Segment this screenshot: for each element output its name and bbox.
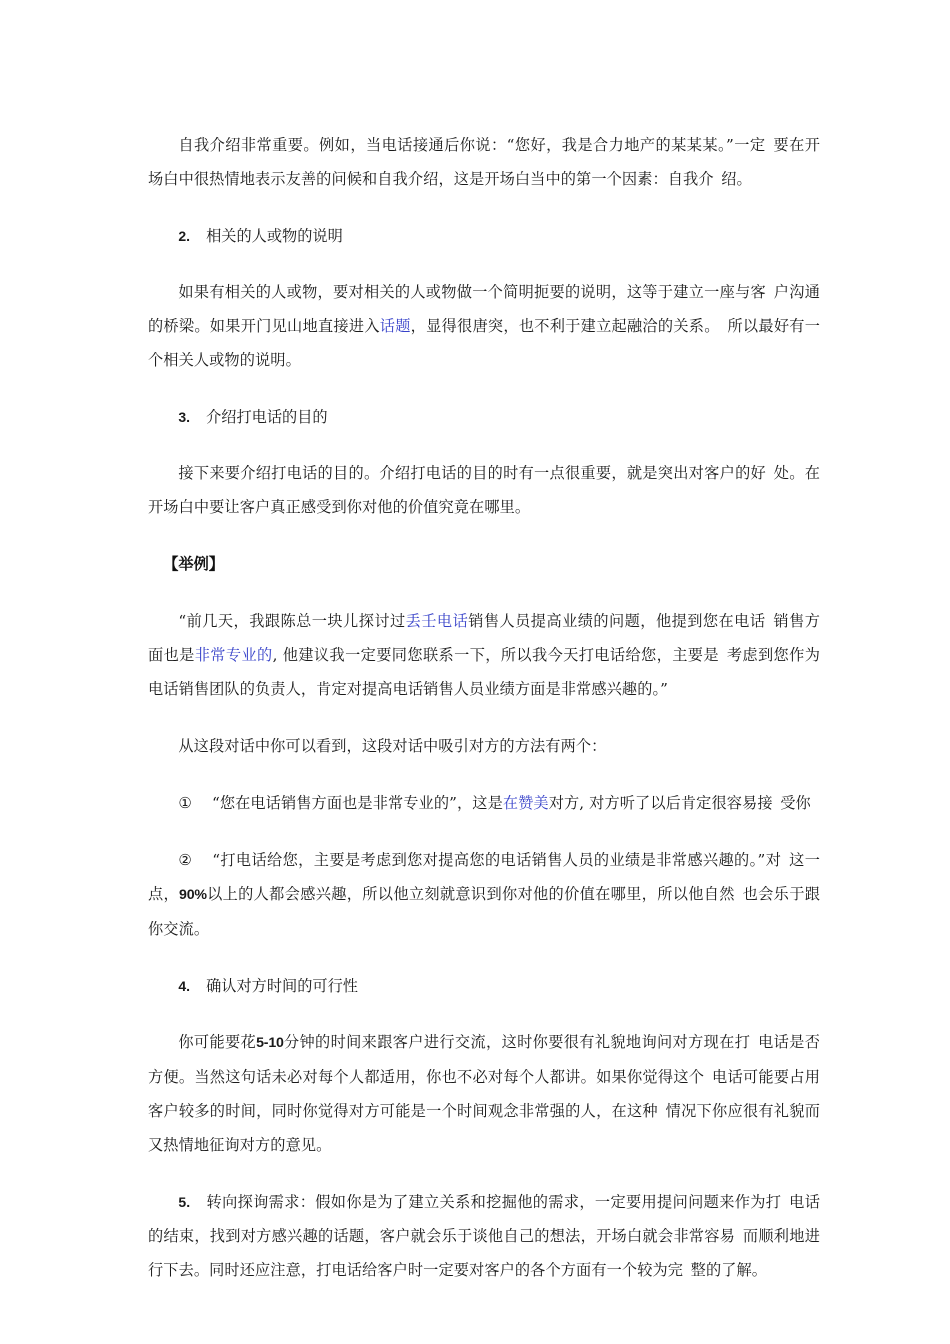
paragraph-call-purpose — [148, 456, 820, 524]
paragraph-text-part: ，显得很唐突，也不利于建立起融洽的关系。 — [410, 317, 720, 335]
paragraph-text-part: 而顺利地进行下去。同时还应注意，打电话给客户时一定要对客户的各个方面有一个较为完 — [148, 1227, 820, 1279]
paragraph-time-feasibility — [148, 1025, 820, 1162]
list-heading-label: 相关的人或物的说明 — [206, 227, 343, 245]
percentage-value: 90% — [179, 887, 207, 903]
example-label-text: 【举例】 — [163, 555, 224, 573]
list-heading-label: 确认对方时间的可行性 — [206, 977, 358, 995]
list-number: 5. — [178, 1194, 191, 1210]
paragraph-text-part: 自我介绍非常重要。例如，当电话接通后你说：“您好，我是合力地产的某某某。”一定 — [178, 136, 766, 154]
paragraph-text-part: “您在电话销售方面也是非常专业的”，这是 — [211, 794, 503, 812]
paragraph-text-part: 也会乐于跟你交流。 — [148, 885, 820, 938]
list-heading-label: 转向探询需求：假如你是为了建立关系和挖掘他的需求，一定要用提问问题来作为打 — [206, 1193, 782, 1211]
paragraph-bridge — [148, 729, 820, 763]
paragraph-text-part: 电话是否方便。当然这句话未必对每个人都适用，你也不必对每个人都讲。如果你觉得这个 — [148, 1033, 821, 1086]
list-marker-circled-two: ② — [178, 851, 193, 869]
list-number: 2. — [178, 228, 191, 244]
paragraph-text-part: 受你 — [780, 794, 811, 812]
list-item-5 — [148, 1185, 820, 1287]
paragraph-text-part: 你可能要花 — [178, 1033, 257, 1051]
list-heading-label: 介绍打电话的目的 — [206, 408, 328, 426]
example-label — [148, 547, 820, 581]
list-heading-4 — [148, 969, 820, 1003]
paragraph-text-part: 所以最好有一个相关人或物的说明。 — [148, 317, 821, 369]
list-item-circled-2 — [148, 843, 820, 946]
paragraph-text-part: “前几天，我跟陈总一块儿探讨过 — [178, 612, 406, 630]
paragraph-text-part: 这一点， — [148, 851, 820, 903]
list-heading-3 — [148, 400, 820, 434]
paragraph-text-part: 接下来要介绍打电话的目的。介绍打电话的目的时有一点很重要，就是突出对客户的好 — [178, 464, 766, 482]
paragraph-text-part: 从这段对话中你可以看到，这段对话中吸引对方的方法有两个： — [178, 737, 607, 755]
list-number: 4. — [178, 978, 191, 994]
list-marker-circled-one: ① — [178, 794, 192, 812]
paragraph-text-part: 销售方面也是 — [148, 612, 820, 664]
duration-range-value: 5-10 — [256, 1035, 284, 1051]
list-number: 3. — [178, 409, 191, 425]
paragraph-text-part: 分钟的时间来跟客户进行交流，这时你要很有礼貌地询问对方现在打 — [283, 1033, 751, 1051]
paragraph-text-part: 电话可能要占用客户较多的时间，同时你觉得对方可能是一个时间观念非常强的人，在这种 — [148, 1068, 821, 1120]
paragraph-text-part: 如果有相关的人或物，要对相关的人或物做一个简明扼要的说明，这等于建立一座与客 — [178, 283, 766, 301]
paragraph-text-part: 考虑到您作为电话销售团队的负责人，肯定对提高电话销售人员业绩方面是非常感兴趣的。” — [148, 646, 820, 698]
paragraph-text-part: 以上的人都会感兴趣，所以他立刻就意识到你对他的价值在哪里，所以他自然 — [206, 885, 735, 903]
link-very-professional[interactable]: 非常专业的 — [194, 646, 273, 664]
paragraph-text-part: , 他建议我一定要同您联系一下，所以我今天打电话给您，主要是 — [272, 646, 719, 664]
link-praising[interactable]: 在赞美 — [502, 794, 549, 812]
paragraph-related-person — [148, 275, 820, 377]
paragraph-text-part: 户沟通的桥梁。如果开门见山地直接进入 — [148, 283, 820, 335]
list-heading-2 — [148, 219, 820, 253]
paragraph-text-part: 电话的结束，找到对方感兴趣的话题，客户就会乐于谈他自己的想法，开场白就会非常容易 — [148, 1193, 821, 1245]
paragraph-text-part: 要在开场白中很热情地表示友善的问候和自我介绍，这是开场白当中的第一个因素：自我介 — [148, 136, 820, 188]
link-telephone-responsibility[interactable]: 丢壬电话 — [405, 612, 469, 630]
paragraph-text-part: 绍。 — [721, 170, 752, 188]
paragraph-example-dialogue — [148, 604, 820, 706]
paragraph-text-part: “打电话给您，主要是考虑到您对提高您的电话销售人员的业绩是非常感兴趣的。”对 — [212, 851, 782, 869]
paragraph-self-introduction — [148, 128, 820, 196]
paragraph-text-part: 处。在开场白中要让客户真正感受到你对他的价值究竟在哪里。 — [148, 464, 820, 516]
paragraph-text-part: 情况下你应很有礼貌而又热情地征询对方的意见。 — [148, 1102, 820, 1154]
paragraph-text-part: 整的了解。 — [690, 1261, 768, 1279]
list-item-circled-1 — [148, 786, 820, 820]
paragraph-text-part: 对方, 对方听了以后肯定很容易接 — [548, 794, 773, 812]
link-topic[interactable]: 话题 — [379, 317, 411, 335]
paragraph-text-part: 销售人员提高业绩的问题，他提到您在电话 — [468, 612, 766, 630]
